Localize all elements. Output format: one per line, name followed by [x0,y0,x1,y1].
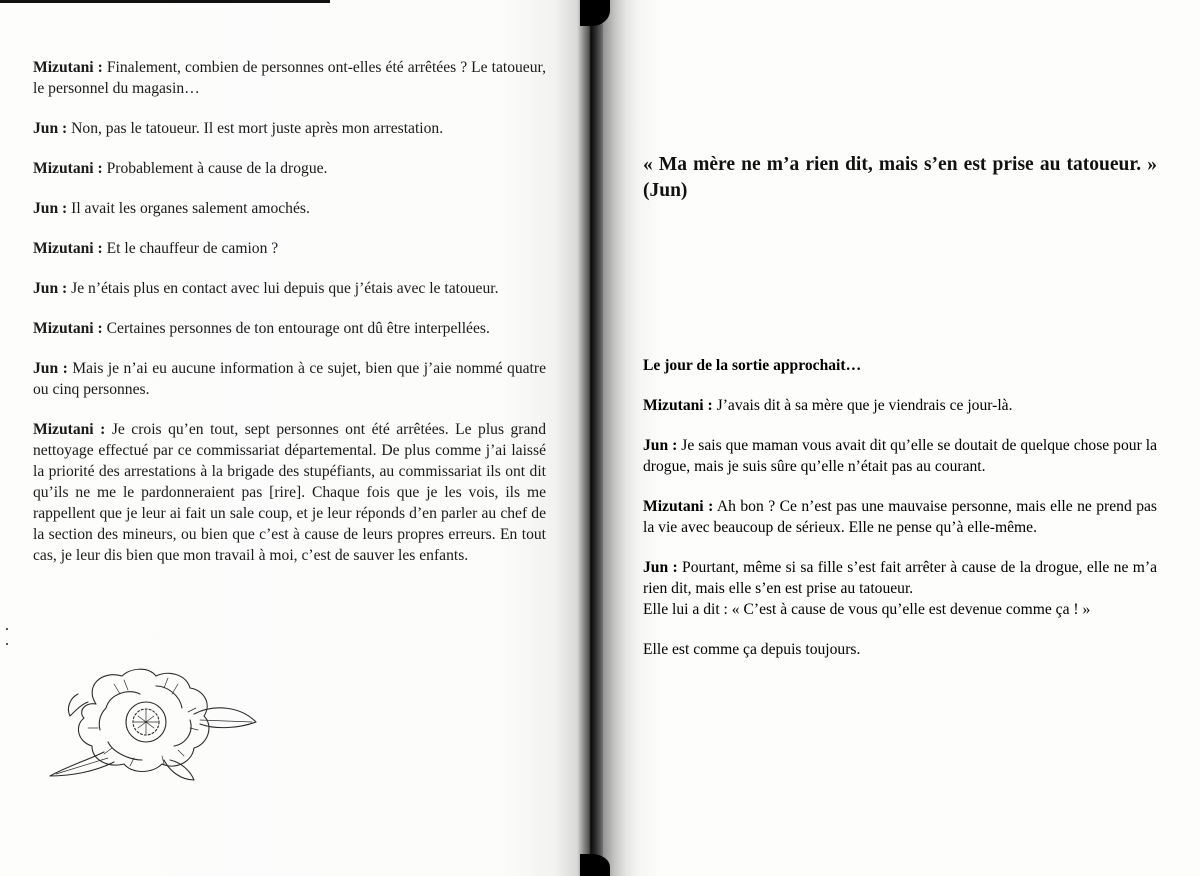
speaker-label: Jun : [33,360,68,377]
dialogue-paragraph [643,557,1157,599]
dialogue-paragraph [643,395,1157,416]
dialogue-text: Je n’étais plus en contact avec lui depuis que j’étais avec le tatoueur. [67,280,499,297]
print-speck [6,628,8,630]
dialogue-paragraph [643,496,1157,538]
dialogue-line [643,639,1157,660]
speaker-label: Jun : [643,437,678,454]
dialogue-text: Probablement à cause de la drogue. [102,160,328,177]
speaker-label: Mizutani : [33,160,103,177]
dialogue-text: Finalement, combien de personnes ont-elles été arrêtées ? Le tatoueur, le personnel du magasin… [33,59,546,97]
speaker-label: Jun : [33,120,68,137]
speaker-label: Mizutani : [33,59,103,76]
dialogue-text: Je crois qu’en tout, sept personnes ont été arrêtées. Le plus grand nettoyage effectué par ce commissariat départemental. De plus comme j’ai laissé la priorité des arrestations à la brigade des stupéfiants, au commissariat ils ont dit qu’ils ne me le pardonneraient pas [rire]. Chaque fois que je les vois, ils me rappellent que je leur ai fait un sale coup, et je leur réponds d’en parler au chef de la section des mineurs, ou bien que c’est à cause de leurs propres erreurs. En tout cas, je leur dis bien que mon travail à moi, c’est de sauver les enfants. [33,421,547,564]
print-speck [6,643,8,645]
dialogue-text: Certaines personnes de ton entourage ont dû être interpellées. [102,320,490,337]
page-top-edge [0,0,330,3]
dialogue-text: Elle lui a dit : « C’est à cause de vous qu’elle est devenue comme ça ! » [643,601,1091,618]
dialogue-paragraph [33,118,546,139]
dialogue-text: Non, pas le tatoueur. Il est mort juste après mon arrestation. [67,120,444,137]
speaker-label: Jun : [33,200,68,217]
speaker-label: Mizutani : [643,397,713,414]
dialogue-line [643,599,1157,620]
dialogue-paragraph [33,278,546,299]
left-page-dialogue [33,57,546,585]
dialogue-text: Il avait les organes salement amochés. [67,200,310,217]
left-page [0,0,590,876]
camellia-flower-illustration [44,664,260,782]
speaker-label: Jun : [33,280,68,297]
speaker-label: Mizutani : [33,240,103,257]
dialogue-text: Je sais que maman vous avait dit qu’elle se doutait de quelque chose pour la drogue, mais je suis sûre qu’elle n’était pas au courant. [643,437,1157,475]
dialogue-paragraph [33,198,546,219]
dialogue-paragraph [643,435,1157,477]
speaker-label: Jun : [643,559,678,576]
dialogue-paragraph [33,158,546,179]
speaker-label: Mizutani : [33,421,106,438]
dialogue-text: Elle est comme ça depuis toujours. [643,641,861,658]
dialogue-paragraph [33,419,546,566]
dialogue-paragraph [33,358,546,400]
dialogue-paragraph [33,238,546,259]
dialogue-text: Et le chauffeur de camion ? [102,240,279,257]
dialogue-text: J’avais dit à sa mère que je viendrais ce jour-là. [712,397,1013,414]
dialogue-paragraph [33,318,546,339]
quote-title: « Ma mère ne m’a rien dit, mais s’en est prise au tatoueur. » (Jun) [643,154,1157,201]
dialogue-paragraph [33,57,546,99]
dialogue-text: Pourtant, même si sa fille s’est fait arrêter à cause de la drogue, elle ne m’a rien dit, mais elle s’en est prise au tatoueur. [643,559,1158,597]
speaker-label: Mizutani : [33,320,103,337]
dialogue-text: Ah bon ? Ce n’est pas une mauvaise personne, mais elle ne prend pas la vie avec beaucoup de sérieux. Elle ne pense qu’à elle-même. [643,498,1157,536]
right-page-dialogue [643,355,1157,679]
section-heading: Le jour de la sortie approchait… [643,357,862,374]
dialogue-text: Mais je n’ai eu aucune information à ce sujet, bien que j’aie nommé quatre ou cinq personnes. [33,360,547,398]
book-spine-shadow [577,0,603,876]
speaker-label: Mizutani : [643,498,714,515]
